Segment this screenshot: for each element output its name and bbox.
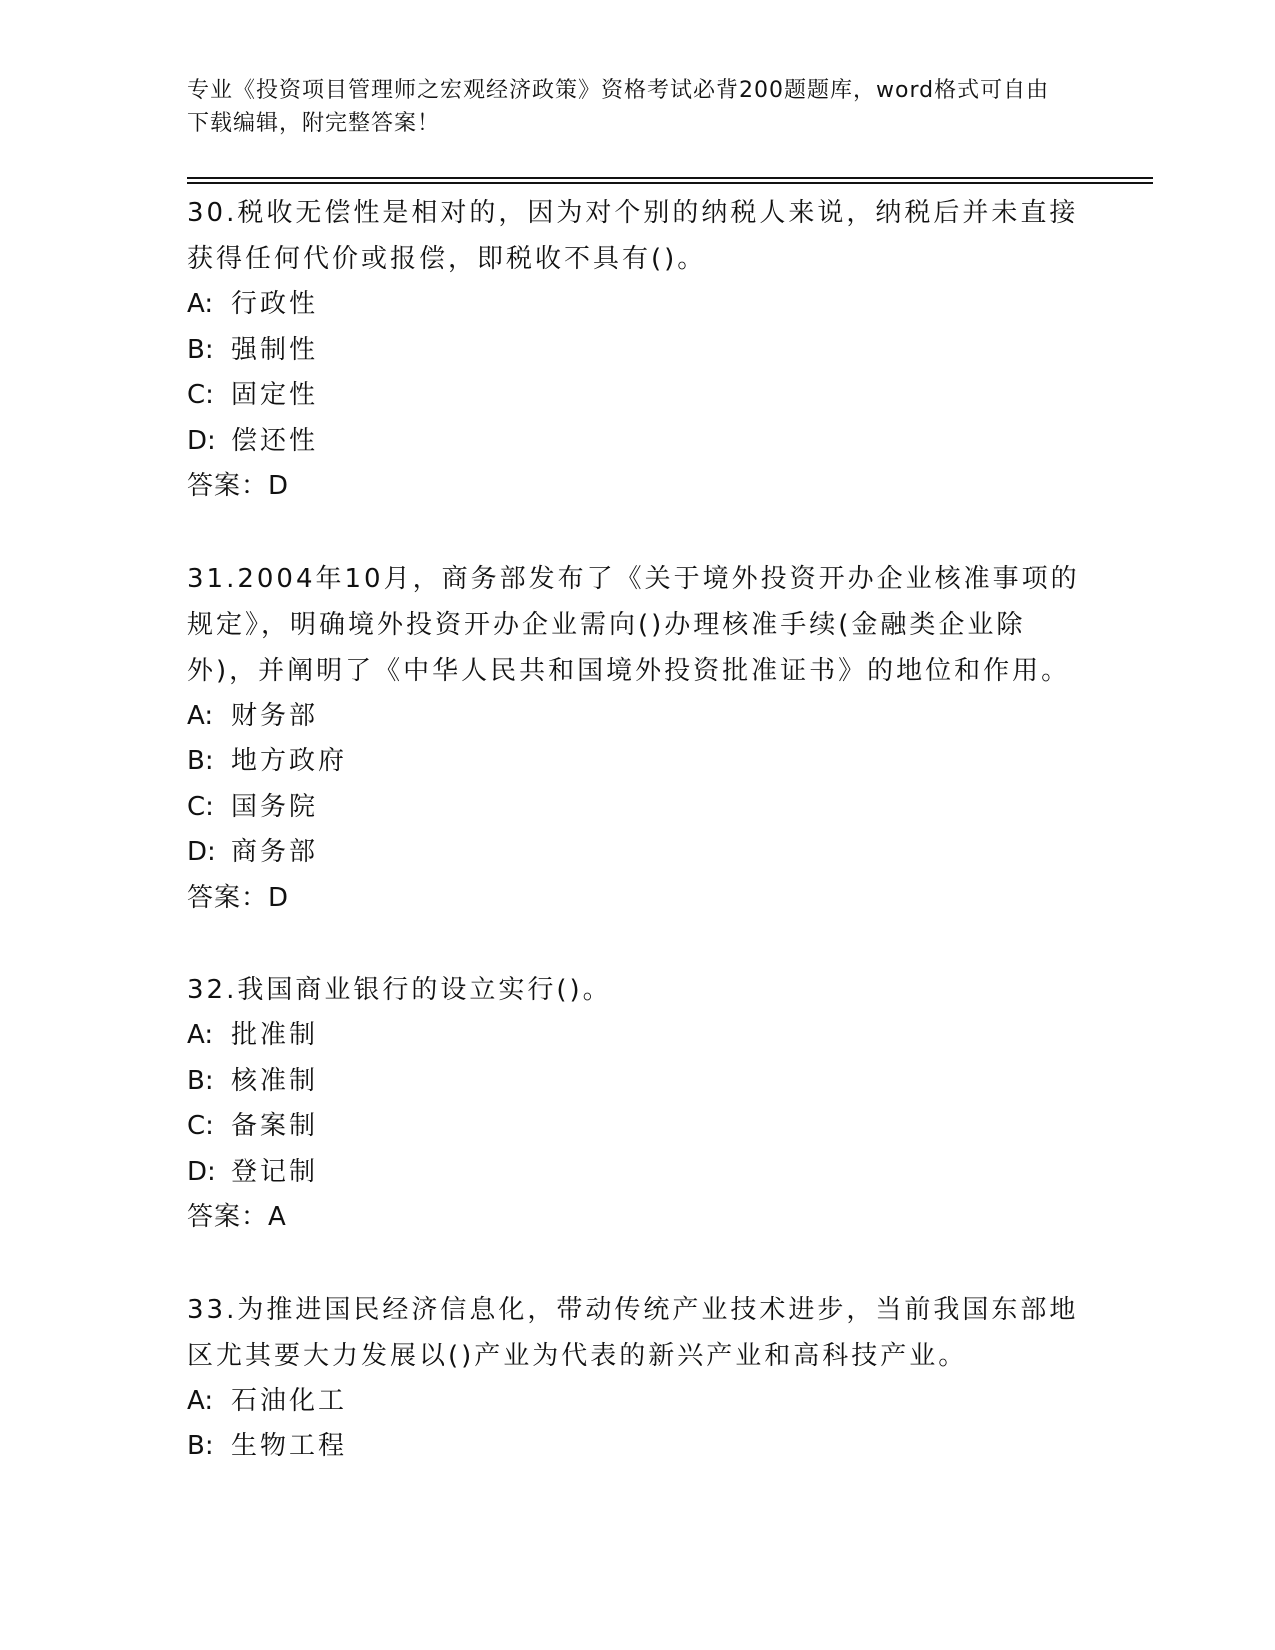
option-b [187,1059,1087,1105]
option-letter: B: [187,1065,214,1096]
option-text: 地方政府 [231,746,348,776]
option-text: 备案制 [231,1111,319,1141]
option-text: 偿还性 [231,425,319,456]
option-text: 财务部 [231,700,319,731]
option-letter: A: [187,1385,214,1416]
option-text: 强制性 [231,334,319,365]
option-letter: C: [187,1111,214,1141]
answer-line: 答案：D [187,471,290,501]
option-text: 国务院 [231,791,319,822]
option-text: 生物工程 [231,1431,348,1461]
option-c [187,785,1087,831]
option-text: 石油化工 [231,1385,348,1416]
option-b [187,1424,1087,1470]
header-divider-bottom [187,182,1153,184]
option-letter: D: [187,425,216,456]
option-text: 行政性 [231,289,319,319]
question-stem: 32.我国商业银行的设立实行()。 [187,975,612,1005]
option-text: 核准制 [231,1065,319,1096]
answer-line: 答案：D [187,882,290,913]
option-letter: A: [187,1020,214,1050]
option-b [187,328,1087,374]
option-c [187,1104,1087,1150]
option-letter: C: [187,380,214,410]
option-letter: B: [187,746,214,776]
answer-line: 答案：A [187,1202,287,1232]
option-letter: A: [187,700,214,731]
option-letter: D: [187,1156,216,1187]
option-text: 固定性 [231,380,319,410]
option-a [187,694,1087,740]
option-letter: C: [187,791,214,822]
option-a [187,1013,1087,1059]
question-30 [187,190,1087,510]
question-33 [187,1287,1087,1470]
question-list [187,190,1087,1516]
header-divider-top [187,177,1153,179]
question-32 [187,967,1087,1241]
option-d [187,830,1087,876]
option-d [187,1150,1087,1196]
option-letter: A: [187,289,214,319]
question-stem: 31.2004年10月，商务部发布了《关于境外投资开办企业核准事项的规定》，明确境外投资开办企业需向()办理核准手续(金融类企业除外)，并阐明了《中华人民共和国境外投资批准证书》的地位和作用。 [187,563,1080,686]
question-31 [187,556,1087,922]
question-stem: 33.为推进国民经济信息化，带动传统产业技术进步，当前我国东部地区尤其要大力发展以()产业为代表的新兴产业和高科技产业。 [187,1294,1079,1371]
option-text: 登记制 [231,1156,319,1187]
option-letter: B: [187,334,214,365]
question-stem: 30.税收无偿性是相对的，因为对个别的纳税人来说，纳税后并未直接获得任何代价或报偿，即税收不具有()。 [187,198,1079,274]
option-letter: D: [187,837,216,867]
option-text: 批准制 [231,1020,319,1050]
option-text: 商务部 [231,837,319,867]
option-a [187,1379,1087,1425]
document-header: 专业《投资项目管理师之宏观经济政策》资格考试必背200题题库，word格式可自由下载编辑，附完整答案！ [187,78,1050,136]
option-d [187,419,1087,465]
option-letter: B: [187,1431,214,1461]
option-b [187,739,1087,785]
option-a [187,282,1087,328]
option-c [187,373,1087,419]
